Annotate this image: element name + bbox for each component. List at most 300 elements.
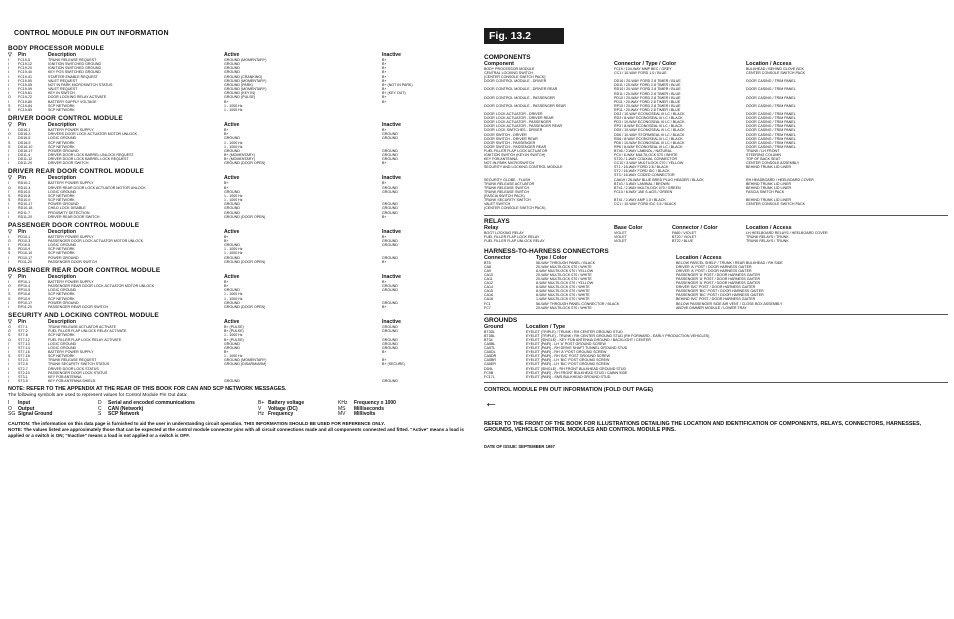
ground-id: CA5DR xyxy=(484,354,497,359)
legend-meaning: SCP Network xyxy=(108,411,140,418)
component-connector xyxy=(614,206,746,210)
pin-type: I xyxy=(8,349,9,354)
ground-location: EYELET (PAIR) - RH FRONT BULKHEAD STUD / CABIN SIDE xyxy=(526,370,628,375)
legend-meaning: Voltage (DC) xyxy=(268,405,298,412)
pin-description: IGNITION SWITCHED GROUND xyxy=(48,66,102,71)
ground-location: EYELET (PAIR) - LH 'B/C' POST GROUND SCREW xyxy=(526,362,610,367)
table-row xyxy=(8,379,470,383)
pin-id: ST3-1 xyxy=(18,374,28,379)
harness-type: 56-WAY THROUGH PANEL / BLACK xyxy=(536,260,596,265)
harness-connector: CA15 xyxy=(484,289,493,294)
pin-description: VALET REQUEST xyxy=(48,78,78,83)
pin-description: DRIVERS DOOR LOCK ACTUATOR MOTOR UNLOCK xyxy=(48,132,138,137)
pin-type: S xyxy=(8,247,11,252)
harness-type: 8-WAY MULTILOCK 070 / WHITE xyxy=(536,293,590,298)
pin-inactive: B+ xyxy=(382,70,387,75)
component-location: DOOR CASING / TRIM PANEL xyxy=(746,120,796,125)
harness-connector: FC1 xyxy=(484,301,491,306)
pin-description: LOGIC GROUND xyxy=(48,345,77,350)
pin-description: SCP NETWORK xyxy=(48,198,75,203)
component-connector: RP11 / 20-WAY FORD 2.8 TIMER / BLUE xyxy=(614,107,681,112)
pin-type: I xyxy=(8,255,9,260)
harness-header-connector: Connector xyxy=(484,254,511,261)
ground-location: EYELET (TRIPLE) / TRUNK / RH CENTER GROUND STUD xyxy=(526,329,623,334)
issue-date: DATE OF ISSUE: SEPTEMBER 1997 xyxy=(484,443,555,449)
pin-inactive: B+ xyxy=(382,259,387,264)
pin-type: I xyxy=(8,181,9,186)
module-title: SECURITY AND LOCKING CONTROL MODULE xyxy=(8,312,159,320)
pin-header: Pin xyxy=(18,175,26,182)
component-name: (CENTER CONSOLE SWITCH PACK) xyxy=(484,206,546,211)
pin-type: I xyxy=(8,214,9,219)
pin-id: FC19-50 xyxy=(18,78,32,83)
component-location: CENTER CONSOLE SWITCH PACK xyxy=(746,71,806,76)
pin-active: B+ xyxy=(224,181,229,186)
pin-description: PASSENGER REAR DOOR LOCK ACTUATOR MOTOR UNLOCK xyxy=(48,284,155,289)
legend-meaning: Battery voltage xyxy=(268,400,305,407)
pin-type: O xyxy=(8,95,11,100)
component-name: NOT-IN-PARK MICROSWITCH xyxy=(484,161,535,166)
pin-description: SCP NETWORK xyxy=(48,333,75,338)
harness-location: PASSENGER 'A' POST / DOOR HARNESS GAITER xyxy=(676,276,761,281)
components-header-location: Location / Access xyxy=(746,61,792,67)
pin-description: DRIVER DOOR SWITCH xyxy=(48,161,89,166)
inactive-header: Inactive xyxy=(382,319,401,326)
relay-name: BOOT LOCKING RELAY xyxy=(484,231,524,236)
ground-location: EYELET (PAIR) - SMS BULKHEAD GROUND STUD xyxy=(526,374,611,379)
pin-description: TRUNK RELEASE REQUEST xyxy=(48,58,97,62)
harness-connector: CA11 xyxy=(484,276,493,281)
pin-active: GROUND xyxy=(224,288,240,293)
pin-type: I xyxy=(8,152,9,157)
ground-location: EYELET (TRIPLE) - TRUNK / RH CENTER GROUND STUD (RH FORWARD - EARLY PRODUCTION VEHICLES) xyxy=(526,333,710,338)
pin-inactive: B+ xyxy=(382,161,387,166)
component-location: DOOR CASING / TRIM PANEL xyxy=(746,132,796,137)
legend-symbol: V xyxy=(258,405,262,412)
component-connector: FC4 / 6-WAY MULTILOCK 070 / WHITE xyxy=(614,152,678,157)
pin-id: DD16-17 xyxy=(18,148,33,153)
components-title: COMPONENTS xyxy=(484,54,531,61)
pin-active: 1 - 1000 Hz xyxy=(224,333,243,338)
component-name: VALET SWITCH xyxy=(484,202,511,207)
table-row xyxy=(8,260,470,264)
component-connector: RD3 / 8-WAY ECONOSEAL III LC / BLACK xyxy=(614,116,683,121)
pin-inactive: GROUND xyxy=(382,337,398,342)
pin-type: O xyxy=(8,329,11,334)
ground-location: EYELET (PAIR) - RH DRIVE SHAFT TUNNEL GROUND STUD xyxy=(526,346,628,351)
pin-inactive xyxy=(382,108,470,112)
relays-title: RELAYS xyxy=(484,218,510,226)
component-location xyxy=(746,206,948,210)
pin-id: DD16-1 xyxy=(18,128,31,133)
pin-inactive: GROUND xyxy=(382,341,398,346)
pin-description: SCP NETWORK xyxy=(48,144,75,149)
pin-description: SCP NETWORK xyxy=(48,247,75,252)
component-location: DOOR CASING / TRIM PANEL xyxy=(746,103,796,108)
pin-type: I xyxy=(8,157,9,162)
pin-description: SCP NETWORK xyxy=(48,251,75,256)
pin-id: FC19-41 xyxy=(18,74,32,79)
pin-inactive: B+ xyxy=(382,95,387,100)
description-header: Description xyxy=(48,273,77,280)
component-connector: FC19 / 104-WAY MMP BEC / GREY xyxy=(614,67,672,71)
pin-description: SCP NETWORK xyxy=(48,103,75,108)
legend-meaning: Millivolts xyxy=(354,411,376,418)
component-location: DOOR CASING / TRIM PANEL xyxy=(746,136,796,141)
harness-connector: BT8 xyxy=(484,260,491,265)
component-connector: PD10 / 20-WAY FORD 2.8 TIMER / BLUE xyxy=(614,95,681,100)
ground-id: CA5BL xyxy=(484,341,496,346)
pin-inactive: B+ xyxy=(382,214,387,219)
pin-type: O xyxy=(8,325,11,330)
component-connector: CC1 / 10-WAY FORD IDC 3.5 / BLACK xyxy=(614,202,677,207)
pin-id: ST7-8 xyxy=(18,333,28,338)
harness-location: PASSENGER 'A' POST / DOOR HARNESS GAITER xyxy=(676,281,761,286)
pin-active: 1 - 1000 Hz xyxy=(224,292,243,297)
pin-description: KEY IN SWITCH xyxy=(48,91,75,96)
pin-active: GROUND (PULSE) xyxy=(224,95,256,100)
pin-type: I xyxy=(8,279,9,284)
pin-type: O xyxy=(8,132,11,137)
component-connector: RD6 / 8-WAY ECONOSEAL III LC / BLACK xyxy=(614,136,683,141)
pin-id: ST7-14 xyxy=(18,345,30,350)
pin-id: ST7-13 xyxy=(18,341,30,346)
pin-type: I xyxy=(8,341,9,346)
module-pin-table xyxy=(8,52,470,112)
pin-description: DRIVER DOOR LOCK BARREL UNLOCK REQUEST xyxy=(48,152,134,157)
pin-type: I xyxy=(8,243,9,248)
inactive-header: Inactive xyxy=(382,52,401,58)
table-row xyxy=(8,305,470,309)
pin-inactive: GROUND xyxy=(382,206,398,211)
pin-inactive: GROUND xyxy=(382,132,398,137)
module-pin-table xyxy=(8,319,470,383)
component-name: SECURITY GLOBE - FLASH xyxy=(484,177,531,182)
pin-id: RD10-18 xyxy=(18,206,33,211)
pin-active: GROUND (MOMENTARY) xyxy=(224,78,267,83)
note-values: NOTE: The values listed are approximately those that can be expected at the control module connector pins with all circuit connections made and all components connected and fitted. "Active" means a load is applied or a switch is ON; "Inactive" means a load is not applied or a switch is OFF. xyxy=(8,427,464,438)
table-row xyxy=(8,161,470,165)
pin-description: TRUNK RELEASE REQUEST xyxy=(48,358,97,363)
pin-type: I xyxy=(8,210,9,215)
pin-active: GROUND xyxy=(224,189,240,194)
active-header: Active xyxy=(224,273,240,280)
component-connector: BT43 / 3-WAY LAMINAL / BROWN xyxy=(614,181,670,186)
inactive-header: Inactive xyxy=(382,175,401,182)
component-connector: PD11 / 20-WAY FORD 2.8 TIMER / BLUE xyxy=(614,99,681,104)
pin-symbol-header: ▽ xyxy=(8,228,12,235)
pin-id: RD11-20 xyxy=(18,214,33,219)
legend-meaning: Frequency xyxy=(268,411,294,418)
pin-type: O xyxy=(8,337,11,342)
component-name: IGNITION SWITCH (KEY-IN SWITCH) xyxy=(484,152,546,157)
pin-description: BATTERY POWER SUPPLY xyxy=(48,181,94,186)
component-location: TRUNK / LH FRONT xyxy=(746,148,780,153)
ground-location: EYELET (PAIR) - RH 'A' POST GROUND SCREW xyxy=(526,350,607,355)
legend-symbol: KHz xyxy=(338,400,348,407)
component-location: BEHIND TRUNK LID LINER xyxy=(746,198,792,202)
description-header: Description xyxy=(48,175,77,182)
pin-description: BATTERY POWER SUPPLY xyxy=(48,128,94,133)
ground-id: DD9L xyxy=(484,366,494,371)
ground-id: CA5BR xyxy=(484,358,496,363)
pin-type: S xyxy=(8,144,11,149)
pin-active: GROUND (DOOR OPEN) xyxy=(224,214,266,219)
pin-id: ST7-12 xyxy=(18,337,30,342)
component-name: DOOR LOCK ACTUATOR - DRIVER REAR xyxy=(484,116,554,121)
pin-active: GROUND (DOOR OPEN) xyxy=(224,259,266,264)
pin-description: CHILD LOCK DISABLE xyxy=(48,206,86,211)
harness-type: 8-WAY MULTILOCK 070 / WHITE xyxy=(536,285,590,290)
pin-description: POWER GROUND xyxy=(48,202,79,207)
pin-symbol-header: ▽ xyxy=(8,122,12,129)
module-section xyxy=(8,267,470,309)
component-location: RH HEADBOARD / HEELBOARD COVER xyxy=(746,177,814,182)
pin-description: SCP NETWORK xyxy=(48,292,75,297)
pin-id: ST2-5 xyxy=(18,362,28,367)
pin-inactive: GROUND xyxy=(382,210,398,215)
harness-type: 8-WAY MULTILOCK 070 / YELLOW xyxy=(536,281,594,286)
pin-description: LOGIC GROUND xyxy=(48,341,77,346)
pin-type: I xyxy=(8,370,9,375)
ground-id: BT3DL xyxy=(484,329,496,334)
pin-active: B+ xyxy=(224,279,229,284)
left-column xyxy=(8,42,470,619)
relay-name: FUEL FILLER FLAP UNLOCK RELAY xyxy=(484,239,545,244)
module-pin-table xyxy=(8,274,470,309)
pin-type: S xyxy=(8,198,11,203)
components-header-connector: Connector / Type / Color xyxy=(614,61,677,67)
module-title: PASSENGER REAR DOOR CONTROL MODULE xyxy=(8,266,161,274)
pin-description: FUEL FILLER FLAP LOCK RELAY ACTIVATE xyxy=(48,337,122,342)
pin-inactive: GROUND xyxy=(382,239,398,243)
divider xyxy=(484,382,948,383)
harness-location: PASSENGER 'B/C' POST / DOOR HARNESS GAITER xyxy=(676,293,764,298)
harness-type: 20-WAY MULTILOCK 070 / WHITE xyxy=(536,305,592,310)
pin-inactive: GROUND xyxy=(382,148,398,153)
description-header: Description xyxy=(48,52,77,58)
note-appendix: NOTE: REFER TO THE APPENDIX AT THE REAR OF THIS BOOK FOR CAN AND SCP NETWORK MESSAGES. xyxy=(8,386,287,393)
pin-id: RD10-1 xyxy=(18,181,31,186)
harness-location: BELOW PARCEL SHELF / TRUNK / REAR BULKHEAD / RH SIDE xyxy=(676,260,783,265)
component-connector: RP6 / 8-WAY ECONOSEAL III LC / BLACK xyxy=(614,144,683,149)
module-title: DRIVER DOOR CONTROL MODULE xyxy=(8,115,123,123)
pin-symbol-header: ▽ xyxy=(8,52,12,58)
module-title: PASSENGER DOOR CONTROL MODULE xyxy=(8,221,140,229)
pin-type: I xyxy=(8,87,9,92)
pin-inactive: B+ (NOT IN PARK) xyxy=(382,82,413,87)
module-section xyxy=(8,45,470,112)
module-section xyxy=(8,222,470,264)
pin-id: FC19-80 xyxy=(18,99,32,104)
grounds-title: GROUNDS xyxy=(484,316,518,324)
component-location: DOOR CASING / TRIM PANEL xyxy=(746,124,796,129)
harness-location: BEHIND 'B/C' POST / DOOR HARNESS GAITER xyxy=(676,297,756,302)
pin-active: GROUND xyxy=(224,70,240,75)
active-header: Active xyxy=(224,228,240,235)
pin-id: RD11-7 xyxy=(18,210,31,215)
legend-symbol: C xyxy=(98,405,102,412)
component-connector: DD16 / 20-WAY FORD 2.8 TIMER / BLUE xyxy=(614,79,681,84)
harness-type: 20-WAY MULTILOCK 070 / WHITE xyxy=(536,276,592,281)
component-connector: CA619 / 26-WAY BLUE BRED PLUG HEADER / BLACK xyxy=(614,177,704,182)
pin-description: DRIVER DOOR LOCK BARREL LOCK REQUEST xyxy=(48,157,129,162)
modules-list xyxy=(8,45,470,383)
pin-type: I xyxy=(8,304,9,309)
component-name: DOOR CONTROL MODULE - PASSENGER xyxy=(484,95,555,100)
pin-id: RD10-5 xyxy=(18,189,31,194)
active-header: Active xyxy=(224,175,240,182)
fold-out-title: CONTROL MODULE PIN OUT INFORMATION (FOLD OUT PAGE) xyxy=(484,386,654,393)
pin-inactive: GROUND xyxy=(382,202,398,207)
pin-active: GROUND (KEY IN) xyxy=(224,91,256,96)
pin-type: S xyxy=(8,107,11,112)
relay-location: TRUNK RELAYS / TRUNK xyxy=(746,239,789,244)
pin-id: RP10-9 xyxy=(18,296,31,301)
component-connector: BT46 / 2-WAY LABINOL / NATURAL xyxy=(614,148,673,153)
pin-type: O xyxy=(8,284,11,289)
pin-active: B+ xyxy=(224,349,229,354)
pin-description: SCP NETWORK xyxy=(48,296,75,301)
component-connector: ST3 / 16-WAY CODED CONNECTOR xyxy=(614,173,675,178)
component-connector: PD6 / 10-WAY ECONOSEAL III LC / BLACK xyxy=(614,140,685,145)
pin-active: GROUND xyxy=(224,300,240,305)
component-location: DOOR CASING / TRIM PANEL xyxy=(746,87,796,92)
pin-inactive: GROUND xyxy=(382,185,398,190)
pin-description: KEY FOB ANTENNA xyxy=(48,374,82,379)
grounds-header-location: Location / Type xyxy=(526,323,566,330)
pin-active: GROUND xyxy=(224,66,240,71)
harness-location: DRIVER 'B/C' POST / DOOR HARNESS GAITER xyxy=(676,285,756,290)
pin-id: RD10-17 xyxy=(18,202,33,207)
pin-id: RD10-4 xyxy=(18,185,31,190)
pin-active: GROUND (DOOR OPEN) xyxy=(224,161,266,166)
legend-symbol: I xyxy=(8,400,10,407)
pin-description: SCP NETWORK xyxy=(48,193,75,198)
component-name: TRUNK RELEASE SWITCH xyxy=(484,185,530,190)
caution-text: CAUTION: The information on this data page is furnished to aid the user in understanding circuit operation. THIS INFORMATION SHOULD BE USED FOR REFERENCE ONLY. xyxy=(8,421,385,426)
pin-type: I xyxy=(8,128,9,133)
pin-description: DRIVER REAR DOOR SWITCH xyxy=(48,214,100,219)
pin-type: I xyxy=(8,362,9,367)
pin-type: I xyxy=(8,99,9,104)
pin-active: GROUND xyxy=(224,255,240,260)
relay-base-color: VIOLET xyxy=(614,231,627,236)
pin-type: I xyxy=(8,148,9,153)
legend-meaning: Milliseconds xyxy=(354,405,385,412)
pin-id: ST2-3 xyxy=(18,358,28,363)
ground-location: EYELET (PAIR) - LH 'A' POST GROUND SCREW xyxy=(526,341,606,346)
pin-active: B+ (PULSE) xyxy=(224,325,244,330)
pin-inactive: B+ xyxy=(382,304,387,309)
page-title: CONTROL MODULE PIN OUT INFORMATION xyxy=(14,30,169,37)
harness-header-location: Location / Access xyxy=(676,254,722,261)
pin-active: GROUND xyxy=(224,136,240,141)
pin-type: I xyxy=(8,189,9,194)
component-location: BEHIND TRUNK LID LINER xyxy=(746,185,792,190)
component-connector: RD10 / 20-WAY FORD 2.8 TIMER / BLUE xyxy=(614,87,681,92)
pin-type: S xyxy=(8,251,11,256)
pin-active: GROUND (DISARM/ARM) xyxy=(224,362,267,367)
ground-id: FC17L xyxy=(484,374,495,379)
pin-id: DD16-5 xyxy=(18,136,31,141)
component-location: DOOR CASING / TRIM PANEL xyxy=(746,116,796,121)
pin-id: ST2-10 xyxy=(18,370,30,375)
pin-active: GROUND xyxy=(224,243,240,248)
module-section xyxy=(8,312,470,383)
pin-id: PD10-9 xyxy=(18,247,31,252)
relay-connector: BT22 / BLUE xyxy=(672,239,693,244)
pin-active: B+ (MOMENTARY) xyxy=(224,152,255,157)
ground-id: CA5TL xyxy=(484,346,496,351)
figure-label: Fig. 13.2 xyxy=(484,28,564,44)
pin-type: S xyxy=(8,354,11,359)
pin-id: ST7-1 xyxy=(18,325,28,330)
harness-type: 8-WAY MULTILOCK 070 / YELLOW xyxy=(536,268,594,273)
pin-inactive: GROUND xyxy=(382,243,398,248)
inactive-header: Inactive xyxy=(382,122,401,129)
pin-description: TRUNK RELEASE ACTUATOR ACTIVATE xyxy=(48,325,117,330)
pin-description: LOGIC GROUND xyxy=(48,288,77,293)
pin-type: S xyxy=(8,333,11,338)
pin-id: DD16-10 xyxy=(18,144,33,149)
harness-location: PASSENGER 'A' POST / DOOR HARNESS GAITER xyxy=(676,272,761,277)
relays-header-location: Location / Access xyxy=(746,225,792,232)
pin-id: FC19-61 xyxy=(18,91,32,96)
component-name: CENTRAL LOCKING SWITCH xyxy=(484,71,533,76)
pin-type: I xyxy=(8,366,9,371)
pin-id: PD11-20 xyxy=(18,259,32,264)
pin-active: 1 - 1000 Hz xyxy=(224,247,243,252)
harness-type: 56-WAY THROUGH PANEL CONNECTOR / BLACK xyxy=(536,301,620,306)
component-name: BODY PROCESSOR MODULE xyxy=(484,67,535,71)
pin-inactive: B+ xyxy=(382,58,387,62)
pin-active: 1 - 1000 Hz xyxy=(224,193,243,198)
pin-id: DD16-9 xyxy=(18,140,31,145)
component-location: BULKHEAD / BEHIND GLOVE BOX xyxy=(746,67,804,71)
pin-description: DOOR LOCKING RELAY ACTIVATE xyxy=(48,95,107,100)
pin-active: GROUND xyxy=(224,206,240,211)
pin-description: PROXIMITY DETECTION xyxy=(48,210,90,215)
pin-description: SCP NETWORK xyxy=(48,140,75,145)
pin-inactive: GROUND xyxy=(382,284,398,289)
harness-location: DRIVER 'A' POST / DOOR HARNESS GAITER xyxy=(676,268,752,273)
pin-inactive: GROUND xyxy=(382,329,398,334)
component-name: DOOR SWITCH - PASSENGER REAR xyxy=(484,144,547,149)
pin-id: PD10-3 xyxy=(18,239,31,243)
pin-description: TRUNK SECURITY SWITCH STATUS xyxy=(48,362,110,367)
pin-active: GROUND (MOMENTARY) xyxy=(224,87,267,92)
relays-header-base-color: Base Color xyxy=(614,225,643,232)
pin-id: PD10-17 xyxy=(18,255,33,260)
pin-active: B+ (PULSE) xyxy=(224,337,244,342)
legend-symbol: MS xyxy=(338,405,346,412)
component-connector: DD11 / 20-WAY FORD 2.8 TIMER / BLUE xyxy=(614,83,681,88)
component-name: DOOR LOCK ACTUATOR - PASSENGER xyxy=(484,120,552,125)
legend-symbol: O xyxy=(8,405,12,412)
pin-symbol-header: ▽ xyxy=(8,175,12,182)
symbols-legend xyxy=(8,401,470,418)
pin-type: I xyxy=(8,206,9,211)
pin-type: I xyxy=(8,374,9,379)
pin-type: I xyxy=(8,136,9,141)
note-symbols: The following symbols are used to represent values for Control Module Pin Out data: xyxy=(8,393,188,399)
table-row xyxy=(484,239,948,243)
active-header: Active xyxy=(224,122,240,129)
pin-inactive: GROUND xyxy=(382,157,398,162)
pin-id: ST7-2 xyxy=(18,329,28,334)
relays-table xyxy=(484,225,948,243)
